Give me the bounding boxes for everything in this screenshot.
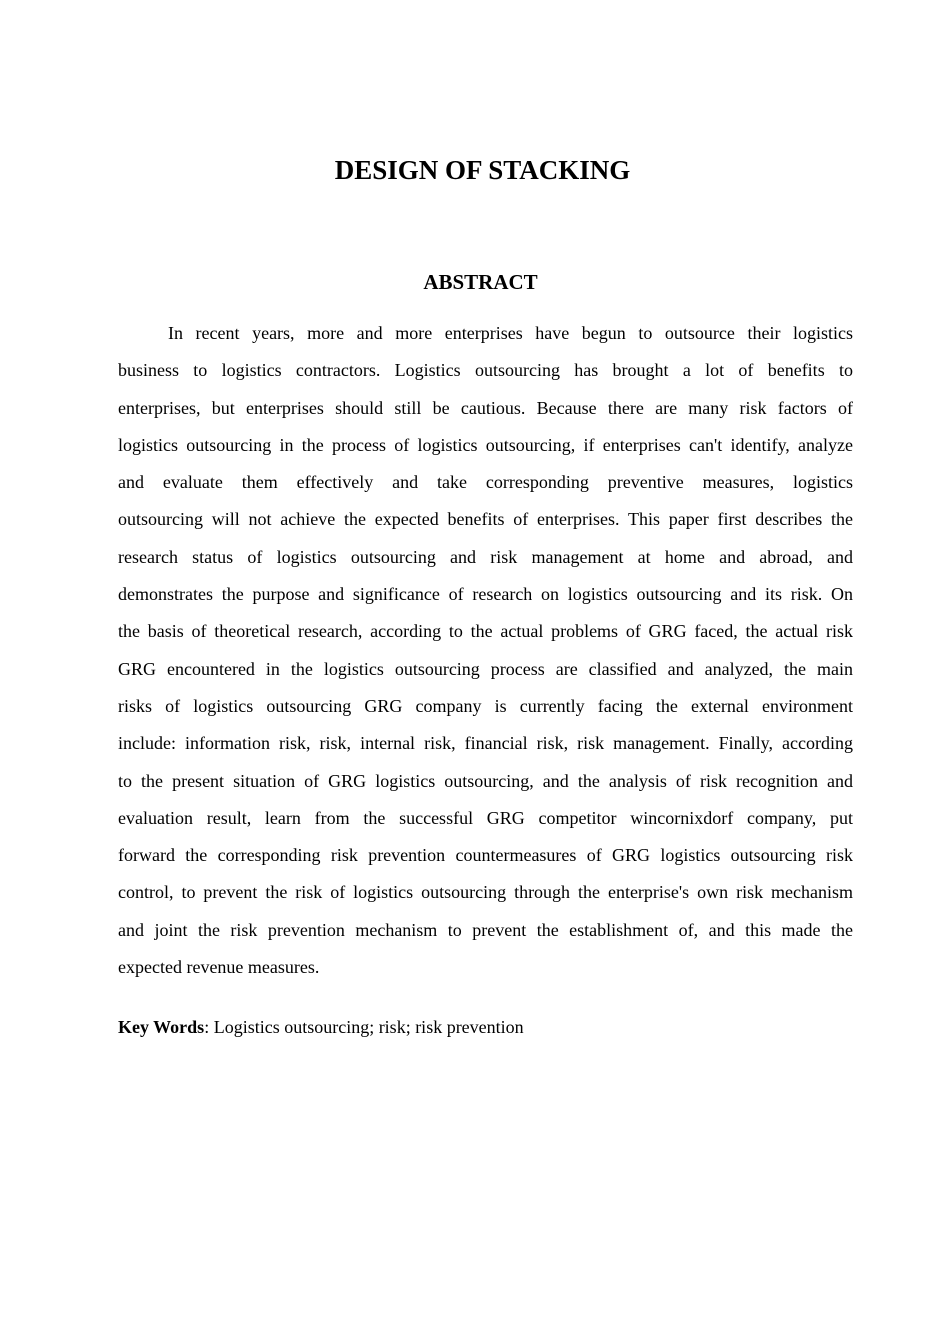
- abstract-line: forward the corresponding risk prevention countermeasures of GRG logistics outsourcing risk: [118, 845, 853, 866]
- abstract-heading: ABSTRACT: [423, 270, 538, 294]
- abstract-line: GRG encountered in the logistics outsourcing process are classified and analyzed, the main: [118, 658, 853, 679]
- abstract-line: expected revenue measures.: [118, 957, 320, 978]
- abstract-line: to the present situation of GRG logistics outsourcing, and the analysis of risk recognition and: [118, 770, 853, 791]
- keywords-separator: :: [204, 1017, 214, 1037]
- keywords-line: [118, 1017, 524, 1038]
- abstract-line: and evaluate them effectively and take corresponding preventive measures, logistics: [118, 472, 853, 493]
- abstract-line: the basis of theoretical research, according to the actual problems of GRG faced, the actual risk: [118, 621, 853, 642]
- abstract-line: business to logistics contractors. Logistics outsourcing has brought a lot of benefits to: [118, 360, 853, 381]
- abstract-line: demonstrates the purpose and significance of research on logistics outsourcing and its risk. On: [118, 584, 853, 605]
- abstract-line: include: information risk, risk, internal risk, financial risk, risk management. Finally, according: [118, 733, 853, 754]
- abstract-line: and joint the risk prevention mechanism to prevent the establishment of, and this made the: [118, 919, 853, 940]
- abstract-line: enterprises, but enterprises should still be cautious. Because there are many risk factors of: [118, 397, 853, 418]
- abstract-line: risks of logistics outsourcing GRG company is currently facing the external environment: [118, 695, 853, 716]
- abstract-line: In recent years, more and more enterprises have begun to outsource their logistics: [168, 323, 853, 343]
- abstract-body: [118, 321, 853, 992]
- document-title: DESIGN OF STACKING: [334, 155, 631, 185]
- abstract-line: logistics outsourcing in the process of logistics outsourcing, if enterprises can't identify, analyze: [118, 434, 853, 455]
- abstract-line: outsourcing will not achieve the expected benefits of enterprises. This paper first describes the: [118, 509, 853, 530]
- abstract-line: evaluation result, learn from the successful GRG competitor wincornixdorf company, put: [118, 807, 853, 828]
- keywords-text: Logistics outsourcing; risk; risk prevention: [213, 1017, 524, 1037]
- abstract-line: research status of logistics outsourcing and risk management at home and abroad, and: [118, 546, 853, 567]
- abstract-line: control, to prevent the risk of logistics outsourcing through the enterprise's own risk mechanism: [118, 882, 853, 903]
- keywords-label: Key Words: [118, 1017, 205, 1037]
